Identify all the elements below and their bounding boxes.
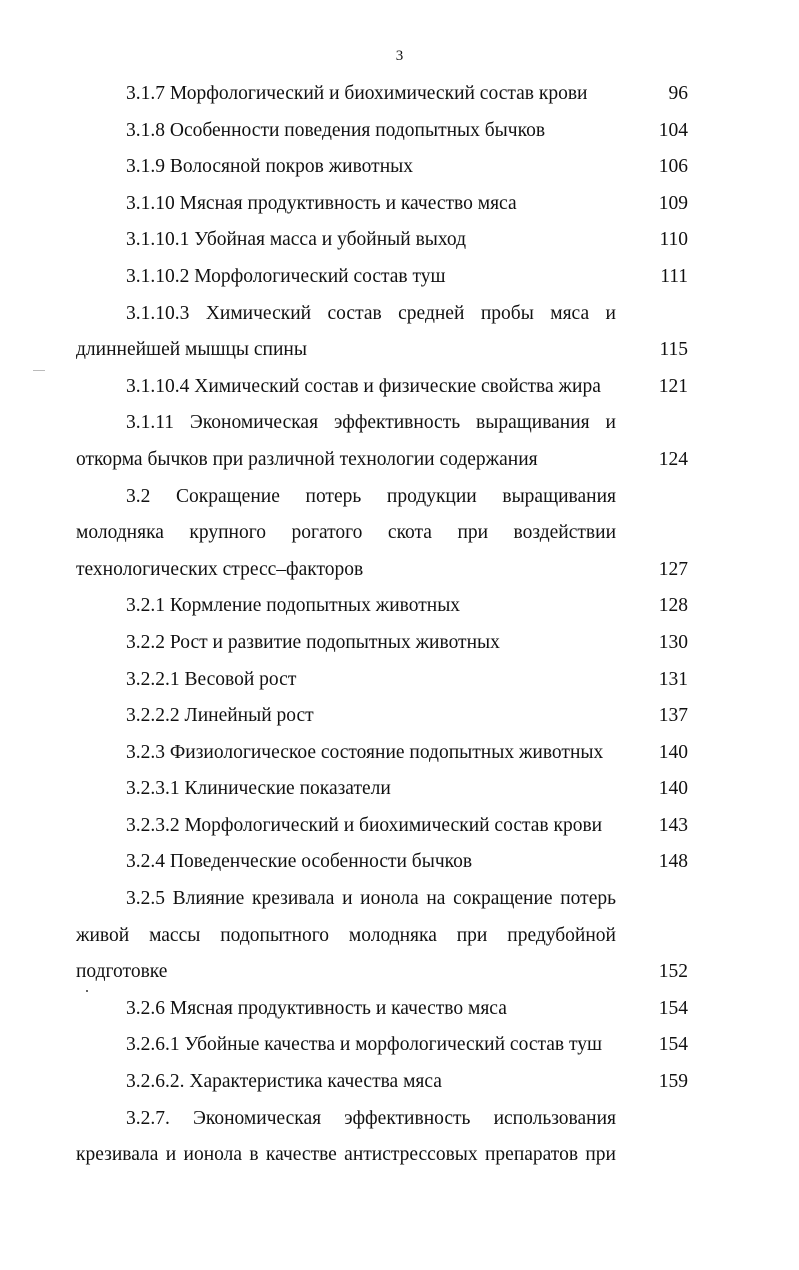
toc-entry-title: 3.1.10.3 Химический состав средней пробы мяса и длиннейшей мышцы спины xyxy=(76,302,616,361)
toc-entry-title: 3.2.6 Мясная продуктивность и качество мяса xyxy=(126,997,507,1019)
toc-entry-title: 3.2.3.2 Морфологический и биохимический состав крови xyxy=(126,814,603,836)
toc-entry-page: 130 xyxy=(658,631,688,653)
toc-entry xyxy=(76,149,696,186)
toc-entry-page: 106 xyxy=(658,156,688,178)
toc-entry-page: 111 xyxy=(660,265,688,287)
toc-entry xyxy=(76,113,696,150)
toc-entry-title: 3.1.10.4 Химический состав и физические свойства жира xyxy=(126,375,601,397)
toc-entry-title: 3.2.6.2. Характеристика качества мяса xyxy=(126,1071,442,1093)
toc-entry xyxy=(76,844,696,881)
toc-entry-page: 109 xyxy=(658,192,688,214)
toc-entry-title: 3.2 Сокращение потерь продукции выращивания молодняка крупного рогатого скота при воздействии технологических стресс–факторов xyxy=(76,485,616,580)
toc-entry xyxy=(76,662,696,699)
toc-entry-page: 115 xyxy=(659,339,688,361)
toc-entry-title: 3.1.9 Волосяной покров животных xyxy=(126,156,413,178)
toc-entry-title: 3.2.1 Кормление подопытных животных xyxy=(126,595,461,617)
toc-entry xyxy=(76,1064,696,1101)
toc-entry xyxy=(76,259,696,296)
toc-entry-page: 154 xyxy=(658,997,688,1019)
toc-entry-page: 159 xyxy=(658,1071,688,1093)
toc-entry-title: 3.1.10.2 Морфологический состав туш xyxy=(126,265,446,287)
page-number: 3 xyxy=(395,48,404,64)
toc-entry xyxy=(76,296,696,369)
toc-entry xyxy=(76,369,696,406)
stray-dot xyxy=(86,990,88,992)
toc-entry xyxy=(76,588,696,625)
toc-entry-title: 3.2.3.1 Клинические показатели xyxy=(126,778,391,800)
toc-entry xyxy=(76,735,696,772)
toc-entry-page: 143 xyxy=(658,814,688,836)
toc-entry xyxy=(76,991,696,1028)
toc-entry-title: 3.2.2.2 Линейный рост xyxy=(126,705,314,727)
toc-entry-title: 3.2.4 Поведенческие особенности бычков xyxy=(126,851,473,873)
toc-entry-page: 154 xyxy=(658,1034,688,1056)
toc-entry xyxy=(76,881,696,991)
toc-entry-page: 104 xyxy=(658,119,688,141)
toc-entry-page: 121 xyxy=(658,375,688,397)
toc-entry-page: 131 xyxy=(658,668,688,690)
toc-entry-title: 3.2.3 Физиологическое состояние подопытных животных xyxy=(126,741,604,763)
toc-entry-title: 3.2.2 Рост и развитие подопытных животных xyxy=(126,631,500,653)
table-of-contents xyxy=(76,76,696,1174)
toc-entry-page: 152 xyxy=(658,961,688,983)
toc-entry xyxy=(76,479,696,589)
toc-entry xyxy=(76,1101,696,1174)
toc-entry-title: 3.1.10 Мясная продуктивность и качество мяса xyxy=(126,192,517,214)
toc-entry xyxy=(76,698,696,735)
toc-entry xyxy=(76,1027,696,1064)
toc-entry-title: 3.1.7 Морфологический и биохимический состав крови xyxy=(126,83,588,104)
toc-entry-page: 128 xyxy=(658,595,688,617)
toc-entry-title: 3.1.8 Особенности поведения подопытных бычков xyxy=(126,119,546,141)
toc-entry xyxy=(76,405,696,478)
toc-entry xyxy=(76,76,696,113)
toc-entry-title: 3.2.7. Экономическая эффективность использования крезивала и ионола в качестве антистрессовых препаратов при xyxy=(76,1107,616,1166)
toc-entry xyxy=(76,771,696,808)
toc-entry-title: 3.2.6.1 Убойные качества и морфологический состав туш xyxy=(126,1034,602,1056)
toc-entry-page: 148 xyxy=(658,851,688,873)
toc-entry-page: 140 xyxy=(658,778,688,800)
toc-entry-page: 127 xyxy=(658,558,688,580)
toc-entry xyxy=(76,222,696,259)
toc-entry-page: 124 xyxy=(658,448,688,470)
toc-entry-page: 110 xyxy=(659,229,688,251)
margin-mark xyxy=(33,370,45,371)
toc-entry-page: 96 xyxy=(668,83,688,104)
toc-entry xyxy=(76,625,696,662)
toc-entry-page: 140 xyxy=(658,741,688,763)
toc-entry-page: 137 xyxy=(658,705,688,727)
toc-entry-title: 3.1.11 Экономическая эффективность выращивания и откорма бычков при различной технологии содержания xyxy=(76,412,616,470)
toc-entry-title: 3.1.10.1 Убойная масса и убойный выход xyxy=(126,229,466,251)
toc-entry xyxy=(76,808,696,845)
toc-entry xyxy=(76,186,696,223)
toc-entry-title: 3.2.2.1 Весовой рост xyxy=(126,668,297,690)
toc-entry-title: 3.2.5 Влияние крезивала и ионола на сокращение потерь живой массы подопытного молодняка при предубойной подготовке xyxy=(76,888,616,983)
